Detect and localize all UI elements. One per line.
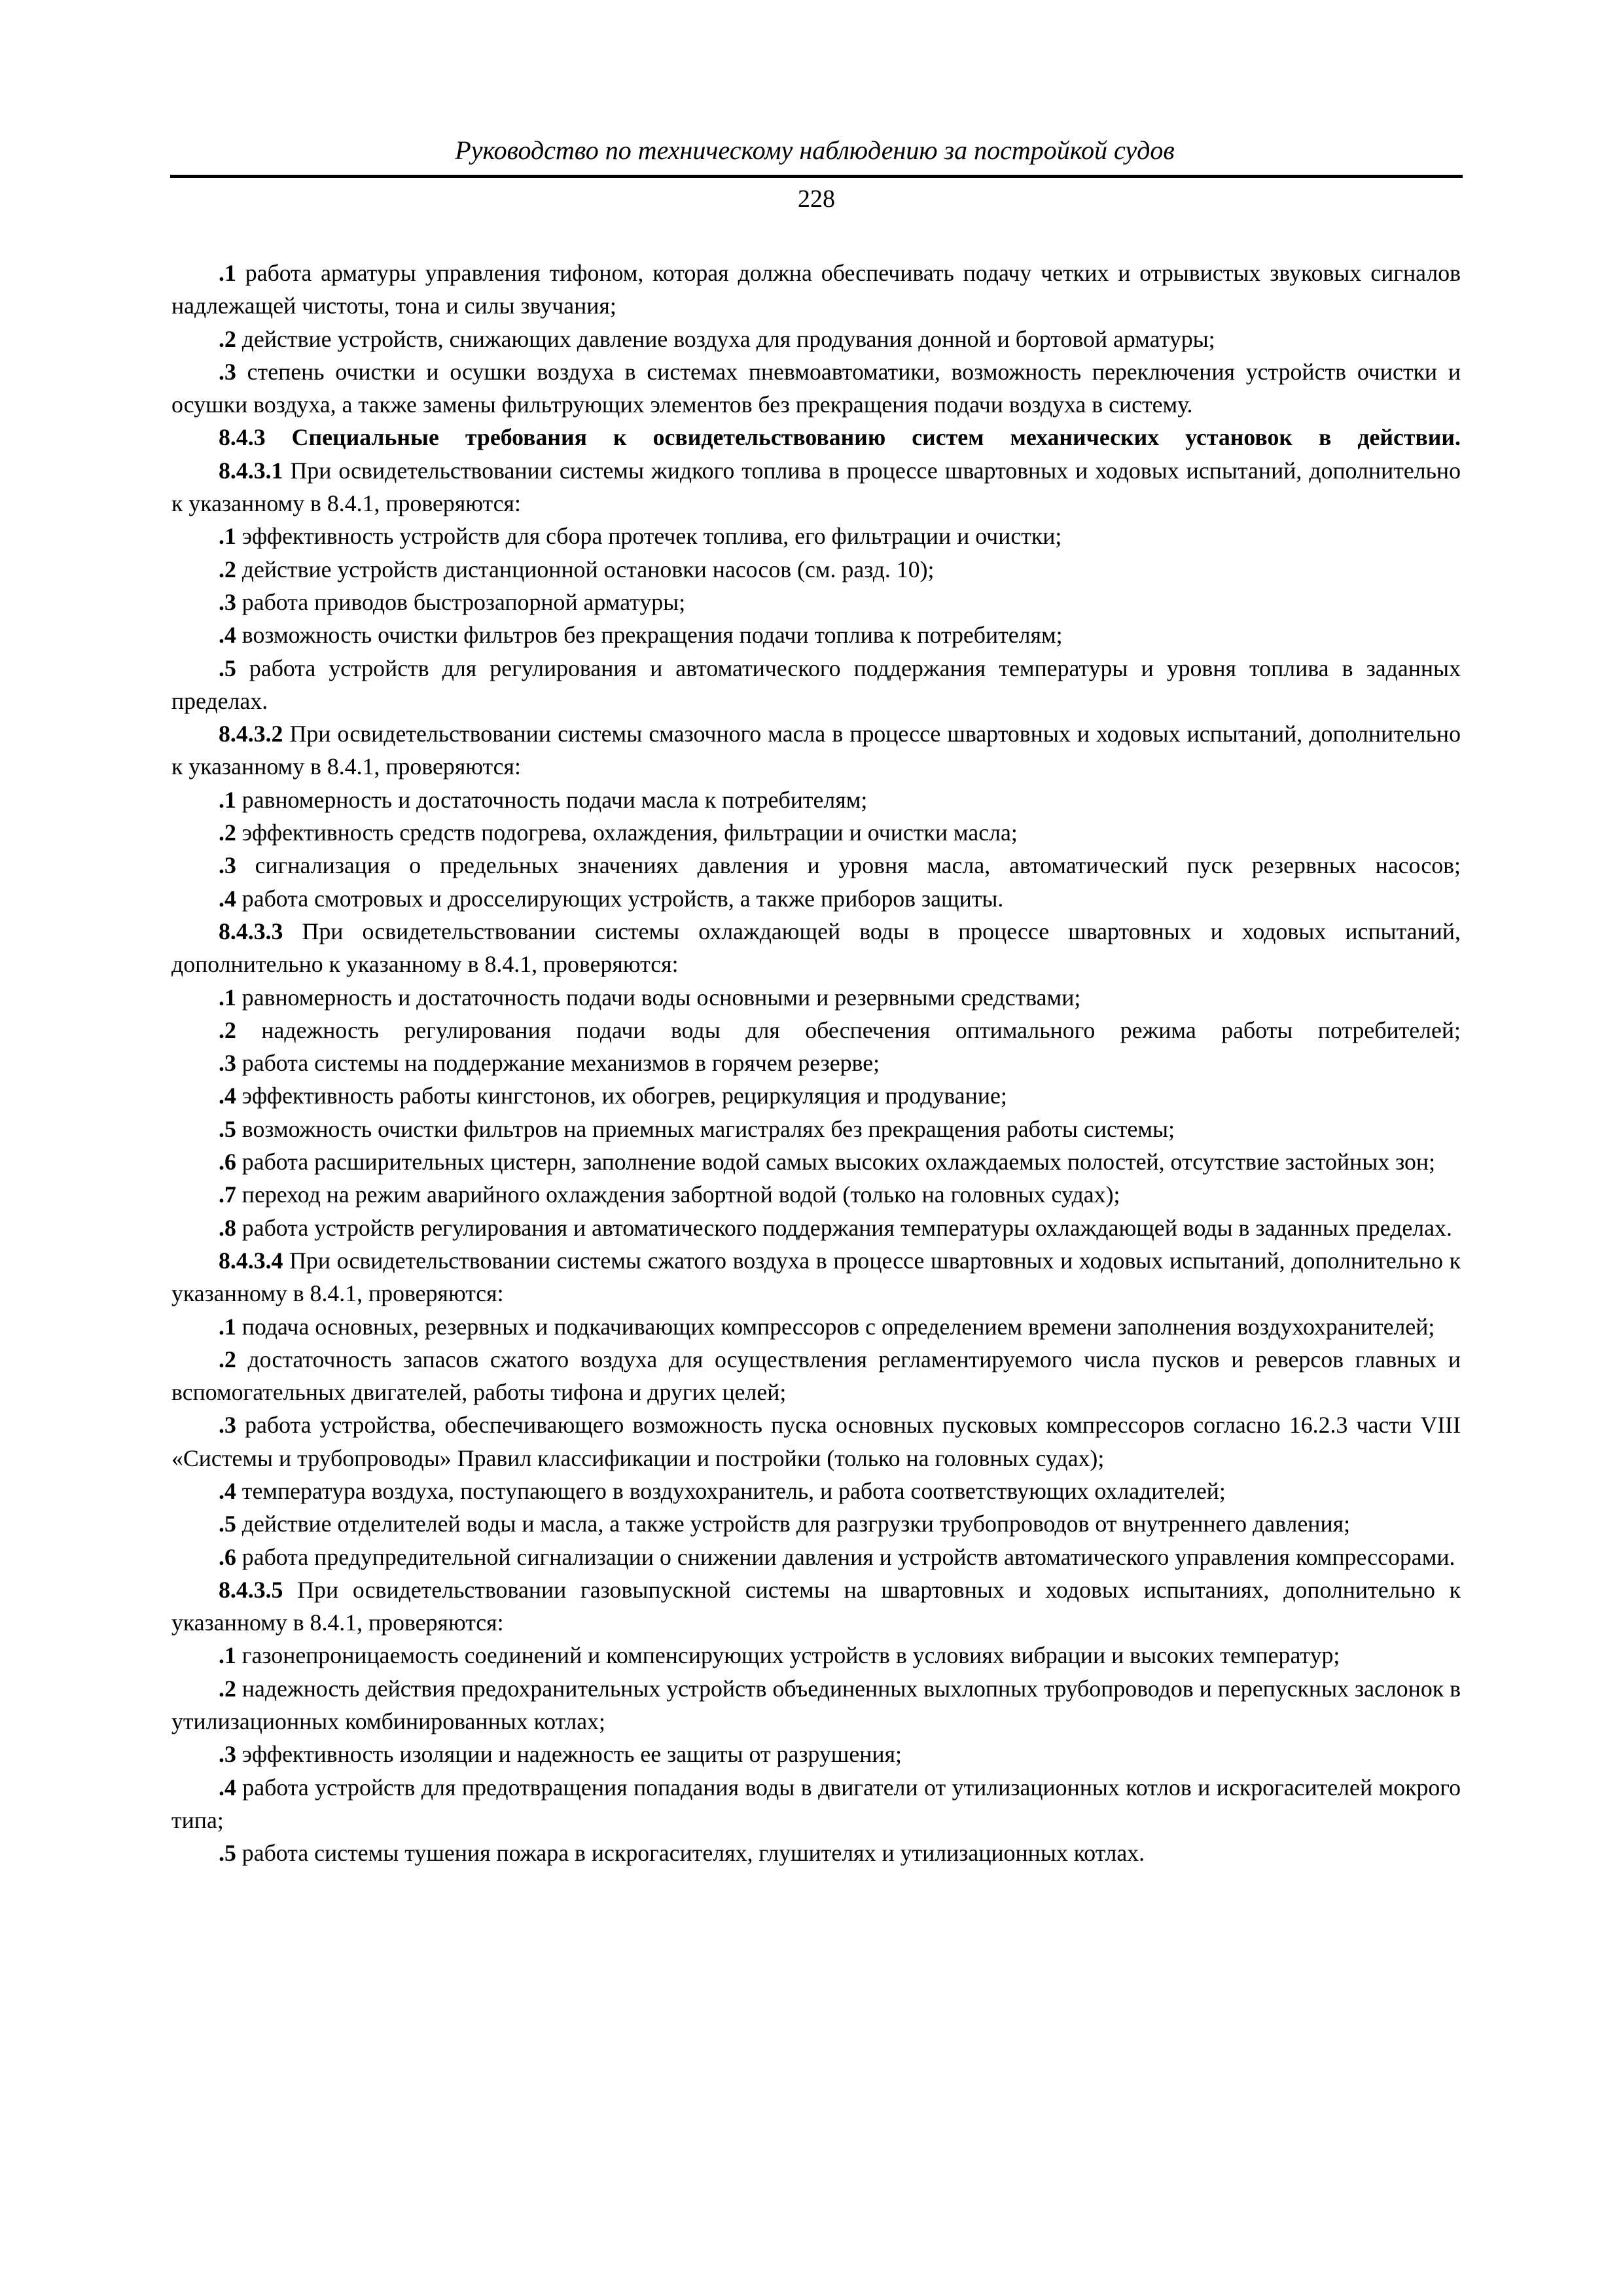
paragraph-text: действие отделителей воды и масла, а также устройств для разгрузки трубопроводов от внутреннего давления; bbox=[236, 1511, 1351, 1537]
item-number: .4 bbox=[219, 1774, 236, 1801]
item-number: .1 bbox=[219, 1313, 236, 1340]
item-number: .1 bbox=[219, 523, 236, 550]
paragraph-text: достаточность запасов сжатого воздуха для осуществления регламентируемого числа пусков и реверсов главных и вспомогательных двигателей, работы тифона и других целей; bbox=[171, 1346, 1461, 1406]
item-number: .1 bbox=[219, 786, 236, 813]
item-number: .3 bbox=[219, 1050, 236, 1077]
item-number: .4 bbox=[219, 1477, 236, 1504]
item-number: .2 bbox=[219, 1016, 236, 1043]
item-number: .1 bbox=[219, 1642, 236, 1669]
item-number: .8 bbox=[219, 1214, 236, 1241]
paragraph bbox=[171, 257, 1461, 323]
item-number: .2 bbox=[219, 1675, 236, 1702]
item-number: .5 bbox=[219, 1511, 236, 1537]
paragraph bbox=[171, 1014, 1461, 1047]
paragraph-text: При освидетельствовании системы охлаждающей воды в процессе швартовных и ходовых испытаний, дополнительно к указанному в 8.4.1, проверяются: bbox=[171, 918, 1461, 978]
item-number: .4 bbox=[219, 1083, 236, 1109]
paragraph bbox=[171, 1244, 1461, 1310]
paragraph bbox=[171, 1837, 1461, 1869]
body-text bbox=[171, 257, 1461, 1870]
paragraph bbox=[171, 1408, 1461, 1475]
paragraph bbox=[171, 355, 1461, 422]
item-number: .2 bbox=[219, 325, 236, 352]
item-number: .2 bbox=[219, 556, 236, 583]
item-number: .4 bbox=[219, 622, 236, 649]
item-number: .5 bbox=[219, 1115, 236, 1142]
paragraph-text: работа арматуры управления тифоном, которая должна обеспечивать подачу четких и отрывистых звуковых сигналов надлежащей чистоты, тона и силы звучания; bbox=[171, 260, 1461, 319]
paragraph-text: действие устройств дистанционной остановки насосов (см. разд. 10); bbox=[236, 556, 935, 583]
paragraph-text: работа устройств для регулирования и автоматического поддержания температуры и уровня топлива в заданных пределах. bbox=[171, 655, 1461, 714]
paragraph-text: работа системы тушения пожара в искрогасителях, глушителях и утилизационных котлах. bbox=[236, 1840, 1145, 1867]
header-rule bbox=[170, 175, 1463, 178]
paragraph-text: действие устройств, снижающих давление воздуха для продувания донной и бортовой арматуры; bbox=[236, 325, 1215, 352]
paragraph bbox=[171, 652, 1461, 718]
paragraph-text: газонепроницаемость соединений и компенсирующих устройств в условиях вибрации и высоких температур; bbox=[236, 1642, 1340, 1669]
paragraph-text: работа устройств для предотвращения попадания воды в двигатели от утилизационных котлов и искрогасителей мокрого типа; bbox=[171, 1774, 1461, 1833]
paragraph bbox=[171, 1310, 1461, 1343]
paragraph bbox=[171, 849, 1461, 882]
paragraph-text: равномерность и достаточность подачи воды основными и резервными средствами; bbox=[236, 984, 1081, 1011]
item-number: .3 bbox=[219, 1412, 236, 1439]
paragraph-text: работа предупредительной сигнализации о снижении давления и устройств автоматического управления компрессорами. bbox=[236, 1543, 1455, 1570]
paragraph bbox=[171, 783, 1461, 816]
paragraph bbox=[171, 1639, 1461, 1672]
paragraph bbox=[171, 1079, 1461, 1112]
item-number: .7 bbox=[219, 1181, 236, 1208]
item-number: .2 bbox=[219, 819, 236, 846]
paragraph-text: надежность действия предохранительных устройств объединенных выхлопных трубопроводов и перепускных заслонок в утилизационных комбинированных котлах; bbox=[171, 1675, 1461, 1735]
item-number: 8.4.3.5 bbox=[219, 1576, 283, 1603]
paragraph-text: работа устройства, обеспечивающего возможность пуска основных пусковых компрессоров согласно 16.2.3 части VIII «Системы и трубопроводы» Правил классификации и постройки (только на головных судах); bbox=[171, 1412, 1461, 1471]
paragraph bbox=[171, 1475, 1461, 1507]
paragraph bbox=[171, 454, 1461, 520]
paragraph-text: При освидетельствовании газовыпускной системы на швартовных и ходовых испытаниях, дополнительно к указанному в 8.4.1, проверяются: bbox=[171, 1576, 1461, 1636]
paragraph-text: надежность регулирования подачи воды для обеспечения оптимального режима работы потребителей; bbox=[236, 1016, 1461, 1043]
paragraph bbox=[171, 981, 1461, 1014]
paragraph-text: температура воздуха, поступающего в воздухохранитель, и работа соответствующих охладителей; bbox=[236, 1477, 1226, 1504]
paragraph-text: подача основных, резервных и подкачивающих компрессоров с определением времени заполнения воздухохранителей; bbox=[236, 1313, 1435, 1340]
paragraph-text: При освидетельствовании системы смазочного масла в процессе швартовных и ходовых испытаний, дополнительно к указанному в 8.4.1, проверяются: bbox=[171, 721, 1461, 780]
paragraph bbox=[171, 1541, 1461, 1573]
paragraph bbox=[171, 915, 1461, 981]
paragraph-text: При освидетельствовании системы сжатого воздуха в процессе швартовных и ходовых испытаний, дополнительно к указанному в 8.4.1, проверяются: bbox=[171, 1247, 1461, 1307]
paragraph bbox=[171, 1343, 1461, 1409]
paragraph bbox=[171, 619, 1461, 651]
page-number: 228 bbox=[798, 185, 835, 213]
paragraph-text: возможность очистки фильтров без прекращения подачи топлива к потребителям; bbox=[236, 622, 1063, 649]
paragraph-text: эффективность средств подогрева, охлаждения, фильтрации и очистки масла; bbox=[236, 819, 1018, 846]
paragraph-text: эффективность устройств для сбора протечек топлива, его фильтрации и очистки; bbox=[236, 523, 1062, 550]
paragraph bbox=[171, 1672, 1461, 1738]
item-number: .2 bbox=[219, 1346, 236, 1372]
paragraph-text: При освидетельствовании системы жидкого топлива в процессе швартовных и ходовых испытаний, дополнительно к указанному в 8.4.1, проверяются: bbox=[171, 457, 1461, 517]
paragraph-text: работа системы на поддержание механизмов в горячем резерве; bbox=[236, 1050, 880, 1077]
paragraph bbox=[171, 323, 1461, 355]
item-number: .1 bbox=[219, 260, 236, 286]
item-number: .3 bbox=[219, 588, 236, 615]
item-number: .4 bbox=[219, 885, 236, 912]
item-number: .5 bbox=[219, 1840, 236, 1867]
paragraph bbox=[171, 1771, 1461, 1837]
paragraph bbox=[171, 1211, 1461, 1244]
paragraph bbox=[171, 1738, 1461, 1770]
paragraph-text: степень очистки и осушки воздуха в системах пневмоавтоматики, возможность переключения устройств очистки и осушки воздуха, а также замены фильтрующих элементов без прекращения подачи воздуха в систему. bbox=[171, 358, 1461, 418]
paragraph-text: сигнализация о предельных значениях давления и уровня масла, автоматический пуск резервных насосов; bbox=[236, 852, 1461, 879]
item-number: 8.4.3.1 bbox=[219, 457, 283, 484]
section-heading-text: 8.4.3 Специальные требования к освидетельствованию систем механических установок в действии. bbox=[219, 424, 1461, 451]
paragraph-text: работа приводов быстрозапорной арматуры; bbox=[236, 588, 686, 615]
paragraph-text: работа устройств регулирования и автоматического поддержания температуры охлаждающей воды в заданных пределах. bbox=[236, 1214, 1452, 1241]
paragraph-text: эффективность изоляции и надежность ее защиты от разрушения; bbox=[236, 1741, 902, 1768]
item-number: 8.4.3.4 bbox=[219, 1247, 283, 1274]
paragraph-text: работа расширительных цистерн, заполнение водой самых высоких охлаждаемых полостей, отсутствие застойных зон; bbox=[236, 1149, 1436, 1175]
item-number: .6 bbox=[219, 1149, 236, 1175]
paragraph bbox=[171, 1113, 1461, 1145]
paragraph-text: переход на режим аварийного охлаждения забортной водой (только на головных судах); bbox=[236, 1181, 1120, 1208]
paragraph bbox=[171, 882, 1461, 915]
paragraph-text: равномерность и достаточность подачи масла к потребителям; bbox=[236, 786, 868, 813]
paragraph bbox=[171, 1047, 1461, 1079]
item-number: .3 bbox=[219, 358, 236, 385]
item-number: .3 bbox=[219, 852, 236, 879]
item-number: .6 bbox=[219, 1543, 236, 1570]
paragraph-text: эффективность работы кингстонов, их обогрев, рециркуляция и продувание; bbox=[236, 1083, 1007, 1109]
item-number: .3 bbox=[219, 1741, 236, 1768]
item-number: 8.4.3.2 bbox=[219, 721, 283, 747]
paragraph bbox=[171, 717, 1461, 783]
section-heading bbox=[171, 421, 1461, 454]
paragraph bbox=[171, 520, 1461, 552]
paragraph-text: работа смотровых и дросселирующих устройств, а также приборов защиты. bbox=[236, 885, 1004, 912]
paragraph bbox=[171, 816, 1461, 849]
paragraph bbox=[171, 586, 1461, 619]
paragraph bbox=[171, 1178, 1461, 1211]
item-number: 8.4.3.3 bbox=[219, 918, 283, 944]
paragraph bbox=[171, 553, 1461, 586]
paragraph-text: возможность очистки фильтров на приемных магистралях без прекращения работы системы; bbox=[236, 1115, 1175, 1142]
paragraph bbox=[171, 1573, 1461, 1640]
paragraph bbox=[171, 1507, 1461, 1540]
running-header: Руководство по техническому наблюдению за постройкой судов bbox=[455, 135, 1175, 165]
paragraph bbox=[171, 1145, 1461, 1178]
item-number: .1 bbox=[219, 984, 236, 1011]
item-number: .5 bbox=[219, 655, 236, 681]
